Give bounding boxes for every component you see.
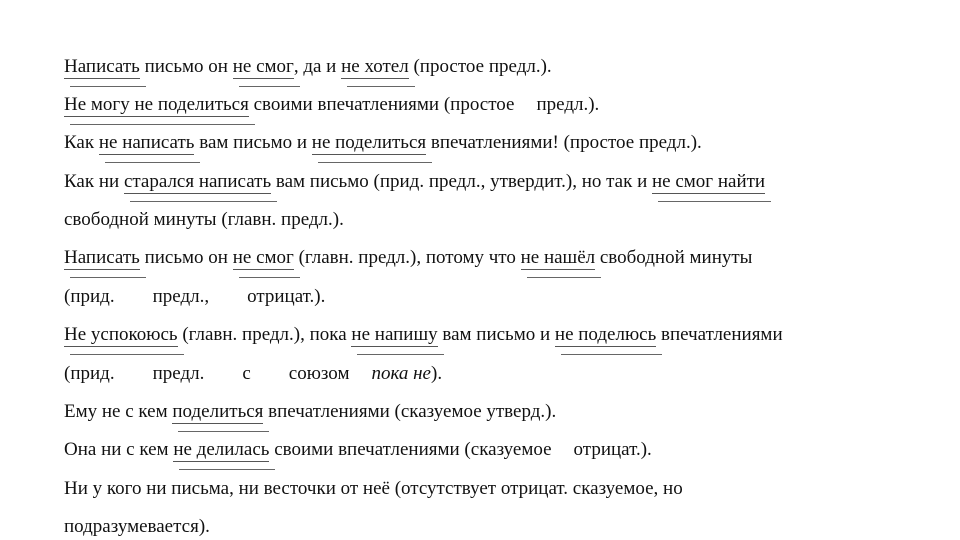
predicate-underlined: не написать: [98, 132, 195, 153]
predicate-underlined: не смог: [232, 56, 294, 77]
text-fragment: Как: [64, 132, 99, 153]
sentence-line-4: [64, 171, 765, 193]
sentence-line-10: [64, 401, 556, 423]
text-fragment: письмо он: [139, 247, 233, 268]
text-fragment: вам письмо (прид. предл., утвердит.), но так и: [271, 171, 652, 192]
sentence-line-5: [64, 209, 344, 231]
predicate-underlined: не напишу: [351, 324, 438, 345]
sentence-line-11: [64, 439, 652, 461]
text-fragment: своими впечатлениями (простое: [248, 94, 515, 115]
text-fragment: Она ни с кем: [64, 439, 174, 460]
text-fragment: свободной минуты: [595, 247, 753, 268]
text-fragment: с: [242, 363, 251, 384]
text-fragment: (простое предл.).: [408, 56, 552, 77]
predicate-underlined: старался написать: [123, 171, 272, 192]
text-fragment: (прид.: [64, 363, 115, 384]
text-fragment: вам письмо и: [437, 324, 555, 345]
text-fragment: (главн. предл.), пока: [177, 324, 352, 345]
text-fragment: (прид.: [64, 286, 115, 307]
text-fragment: вам письмо и: [194, 132, 312, 153]
text-fragment: своими впечатлениями (сказуемое: [269, 439, 552, 460]
text-fragment: (главн. предл.), потому что: [293, 247, 521, 268]
sentence-line-2: [64, 94, 599, 116]
sentence-line-8: [64, 324, 783, 346]
predicate-underlined: не смог найти: [652, 171, 766, 192]
text-fragment: подразумевается).: [64, 516, 210, 537]
predicate-underlined: не смог: [232, 247, 294, 268]
sentence-line-6: [64, 247, 752, 269]
text-fragment: отрицат.).: [573, 439, 652, 460]
text-fragment: союзом: [288, 363, 350, 384]
text-fragment: ).: [431, 363, 443, 384]
text-fragment: свободной минуты (главн. предл.).: [64, 209, 344, 230]
text-fragment: Ни у кого ни письма, ни весточки от неё (отсутствует отрицат. сказуемое, но: [64, 478, 683, 499]
predicate-underlined: Не могу не поделиться: [64, 94, 249, 115]
conjunction-italic: пока не: [371, 363, 431, 384]
predicate-underlined: не нашёл: [520, 247, 596, 268]
predicate-underlined: не делилась: [173, 439, 270, 460]
infinitive-underlined: Написать: [64, 56, 140, 77]
predicate-underlined: поделиться: [172, 401, 264, 422]
predicate-underlined: Не успокоюсь: [64, 324, 178, 345]
text-fragment: письмо он: [139, 56, 233, 77]
text-fragment: предл.,: [152, 286, 210, 307]
text-fragment: впечатлениями (сказуемое утверд.).: [263, 401, 557, 422]
predicate-underlined: не поделюсь: [554, 324, 657, 345]
text-fragment: Как ни: [64, 171, 124, 192]
predicate-underlined: не хотел: [341, 56, 409, 77]
text-fragment: впечатлениями! (простое предл.).: [426, 132, 702, 153]
sentence-line-12: [64, 478, 683, 500]
sentence-line-1: [64, 56, 552, 78]
infinitive-underlined: Написать: [64, 247, 140, 268]
sentence-line-9: [64, 363, 442, 385]
text-fragment: отрицат.).: [247, 286, 326, 307]
text-fragment: Ему не с кем: [64, 401, 173, 422]
text-fragment: предл.: [152, 363, 205, 384]
sentence-line-7: [64, 286, 325, 308]
sentence-line-13: [64, 516, 210, 538]
sentence-line-3: [64, 132, 702, 154]
text-fragment: , да и: [293, 56, 342, 77]
text-fragment: предл.).: [536, 94, 600, 115]
predicate-underlined: не поделиться: [311, 132, 427, 153]
text-fragment: впечатлениями: [656, 324, 783, 345]
